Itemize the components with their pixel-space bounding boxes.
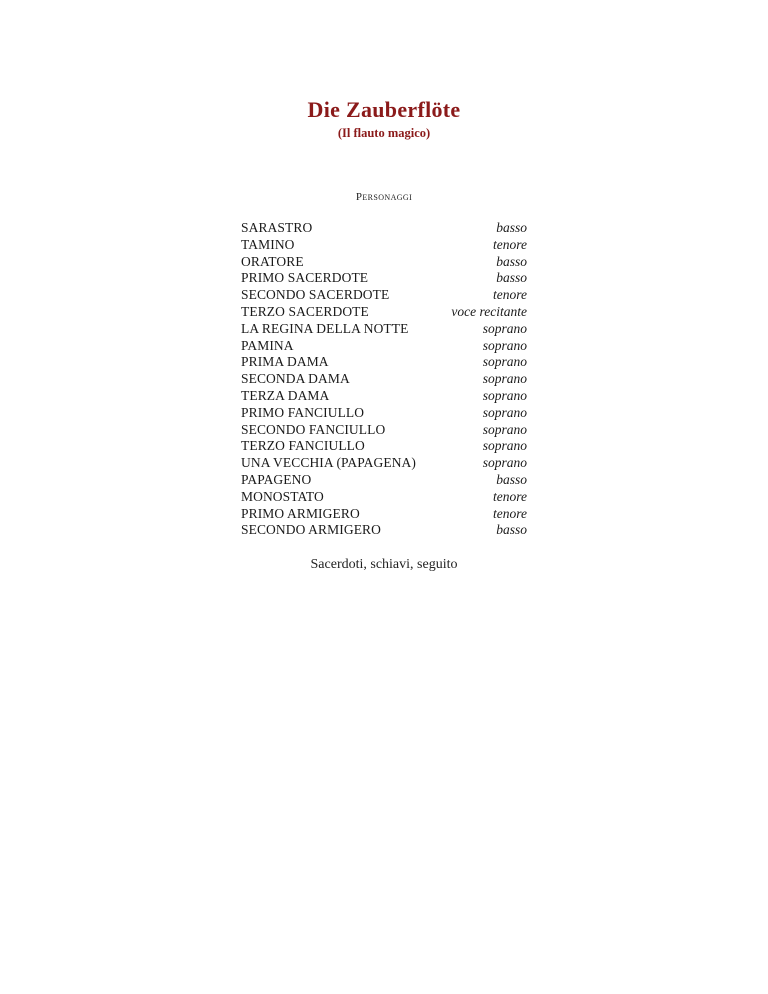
voice-type: soprano bbox=[482, 455, 527, 471]
role-name: SECONDO FANCIULLO bbox=[241, 421, 386, 437]
cast-row bbox=[241, 321, 527, 338]
role-name: ORATORE bbox=[241, 253, 304, 269]
cast-row bbox=[241, 506, 527, 523]
cast-row bbox=[241, 489, 527, 506]
cast-row bbox=[241, 304, 527, 321]
cast-row bbox=[241, 422, 527, 439]
cast-row bbox=[241, 455, 527, 472]
section-heading: Personaggi bbox=[355, 191, 413, 203]
cast-row bbox=[241, 405, 527, 422]
role-name: PRIMO FANCIULLO bbox=[241, 404, 365, 420]
cast-row bbox=[241, 522, 527, 539]
voice-type: basso bbox=[496, 522, 527, 538]
voice-type: soprano bbox=[482, 354, 527, 370]
role-name: SARASTRO bbox=[241, 220, 313, 235]
cast-row bbox=[241, 254, 527, 271]
cast-row bbox=[241, 338, 527, 355]
cast-row bbox=[241, 270, 527, 287]
voice-type: soprano bbox=[482, 438, 527, 454]
cast-row bbox=[241, 371, 527, 388]
role-name: TERZO SACERDOTE bbox=[241, 303, 369, 319]
role-name: PRIMO ARMIGERO bbox=[241, 505, 360, 521]
role-name: MONOSTATO bbox=[241, 488, 324, 504]
voice-type: tenore bbox=[493, 287, 527, 303]
voice-type: basso bbox=[496, 253, 527, 269]
role-name: TERZO FANCIULLO bbox=[241, 438, 365, 454]
voice-type: soprano bbox=[482, 337, 527, 353]
role-name: PRIMO SACERDOTE bbox=[241, 270, 369, 286]
ensemble-note: Sacerdoti, schiavi, seguito bbox=[310, 557, 458, 572]
voice-type: basso bbox=[496, 471, 527, 487]
cast-row bbox=[241, 388, 527, 405]
voice-type: voce recitante bbox=[451, 303, 527, 319]
voice-type: tenore bbox=[493, 236, 527, 252]
cast-row bbox=[241, 438, 527, 455]
voice-type: tenore bbox=[493, 488, 527, 504]
cast-list bbox=[241, 220, 527, 539]
role-name: SECONDO ARMIGERO bbox=[241, 522, 381, 538]
cast-row bbox=[241, 354, 527, 371]
voice-type: basso bbox=[496, 220, 527, 235]
cast-row bbox=[241, 220, 527, 237]
role-name: TERZA DAMA bbox=[241, 387, 330, 403]
cast-row bbox=[241, 287, 527, 304]
cast-row bbox=[241, 237, 527, 254]
voice-type: basso bbox=[496, 270, 527, 286]
role-name: PAPAGENO bbox=[241, 471, 312, 487]
role-name: TAMINO bbox=[241, 236, 295, 252]
cast-row bbox=[241, 472, 527, 489]
role-name: PAMINA bbox=[241, 337, 294, 353]
voice-type: soprano bbox=[482, 320, 527, 336]
role-name: LA REGINA DELLA NOTTE bbox=[241, 320, 409, 336]
voice-type: soprano bbox=[482, 421, 527, 437]
page-title: Die Zauberflöte bbox=[307, 97, 461, 122]
role-name: SECONDA DAMA bbox=[241, 371, 350, 387]
voice-type: soprano bbox=[482, 404, 527, 420]
voice-type: tenore bbox=[493, 505, 527, 521]
role-name: SECONDO SACERDOTE bbox=[241, 287, 390, 303]
page-subtitle: (Il flauto magico) bbox=[337, 126, 431, 140]
role-name: PRIMA DAMA bbox=[241, 354, 329, 370]
voice-type: soprano bbox=[482, 387, 527, 403]
role-name: UNA VECCHIA (PAPAGENA) bbox=[241, 455, 416, 471]
voice-type: soprano bbox=[482, 371, 527, 387]
